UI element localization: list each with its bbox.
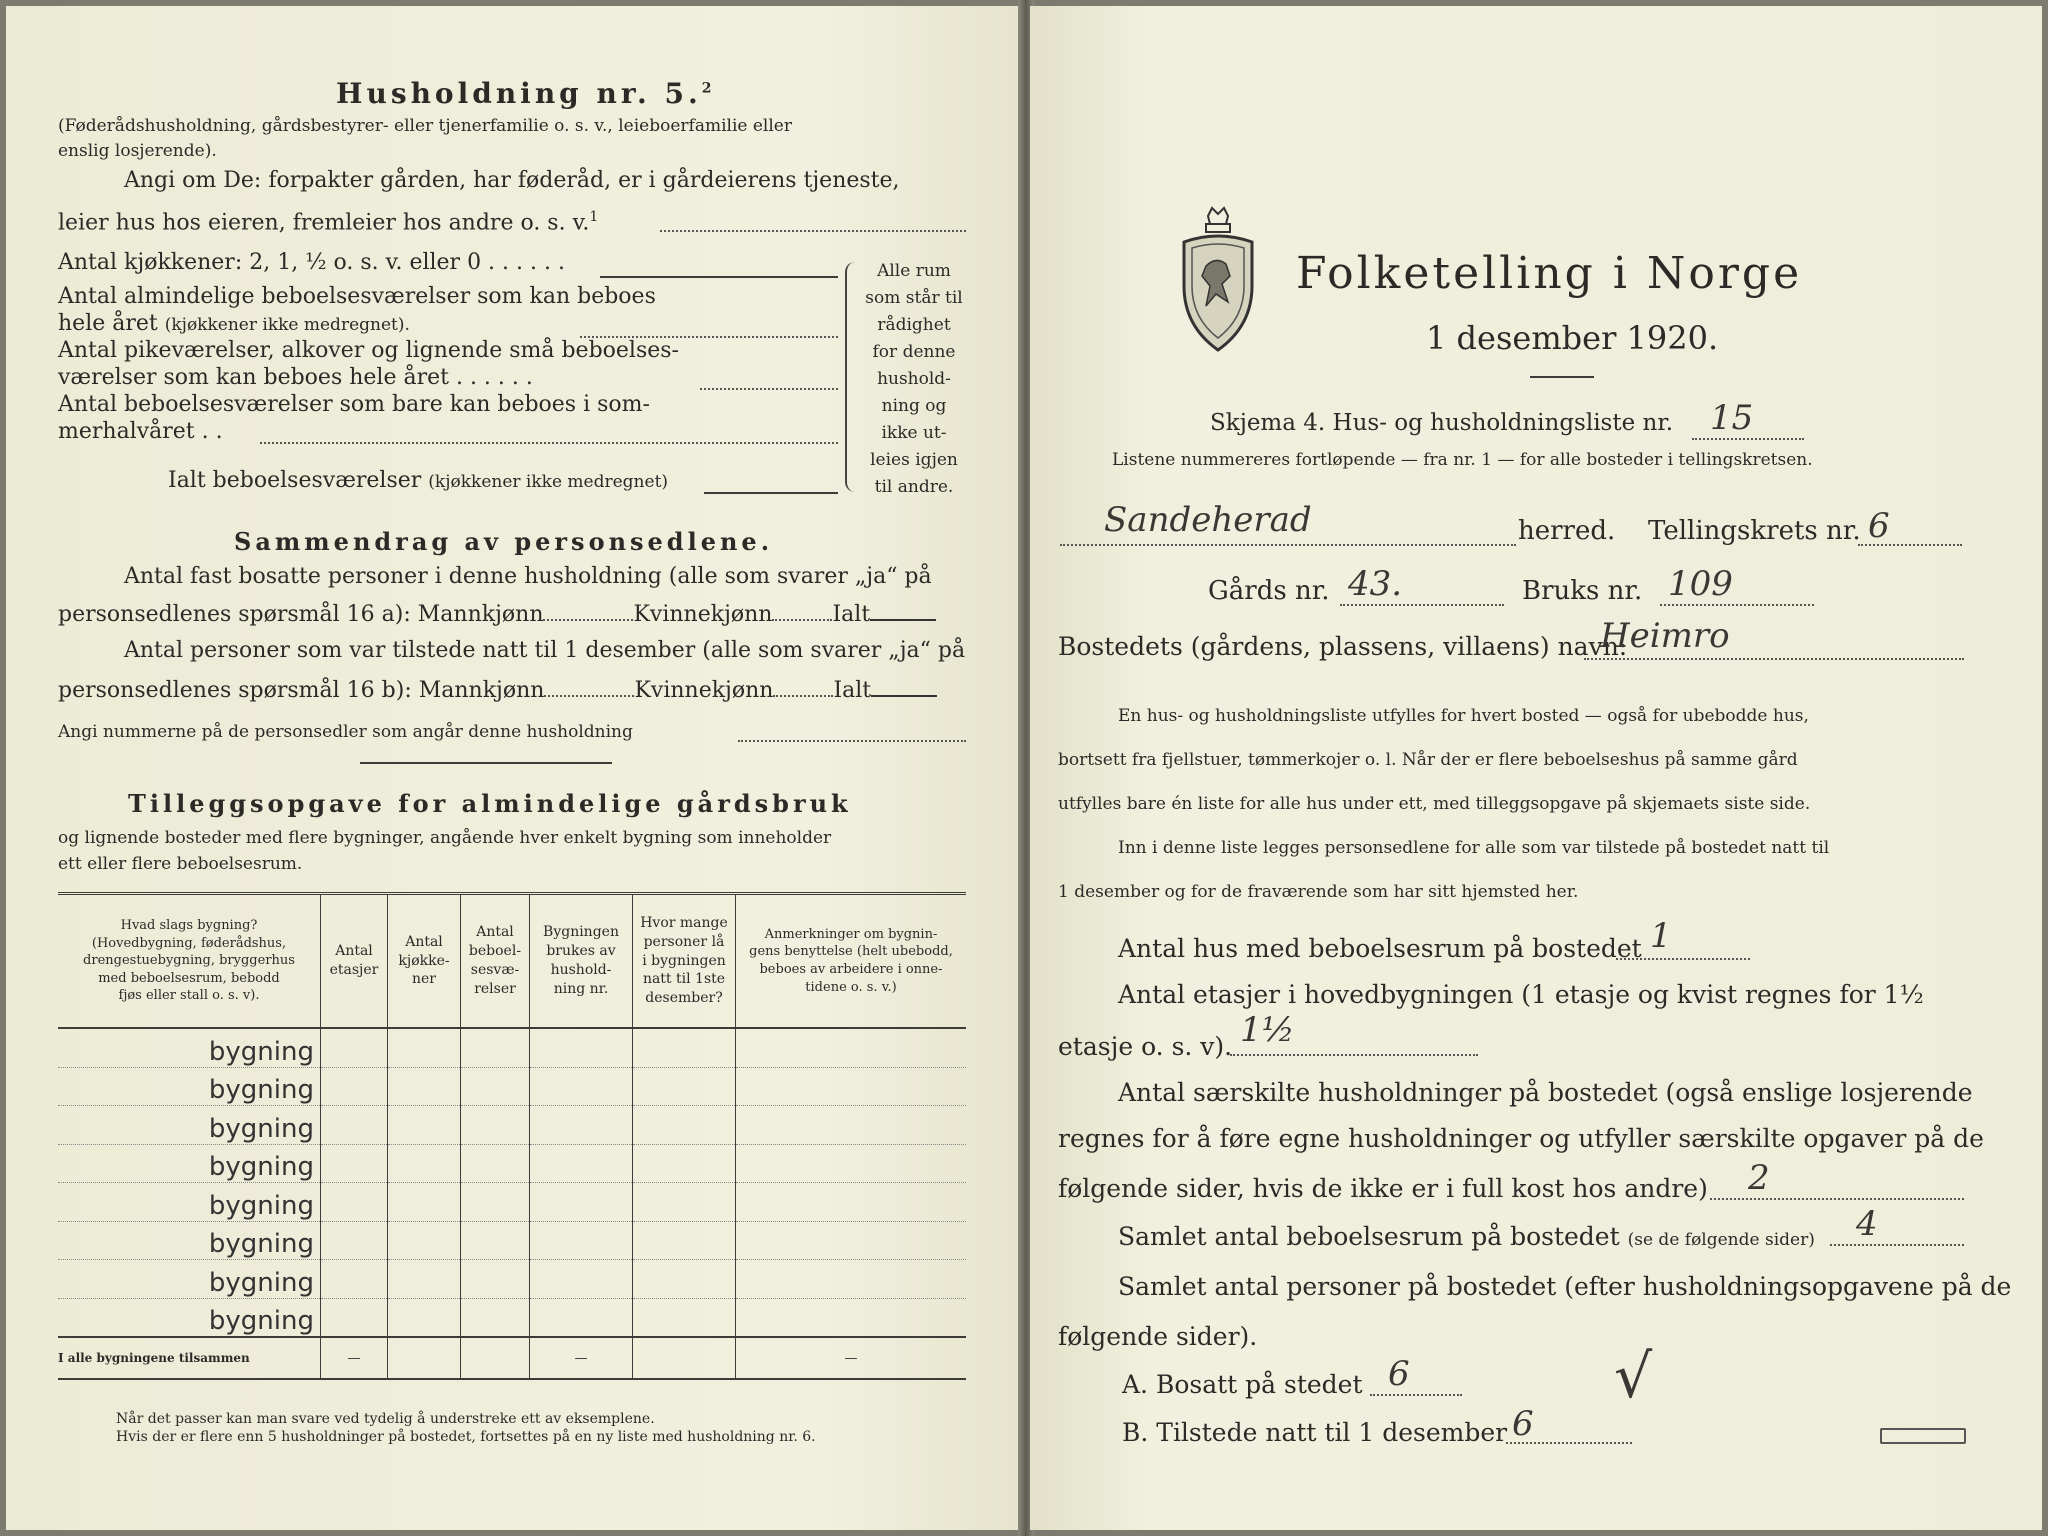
q-rum-line: [1830, 1244, 1964, 1246]
q-pers-line2: følgende sider).: [1058, 1322, 1258, 1351]
gards-number-handwritten: 43.: [1348, 564, 1403, 604]
table-cell: [736, 1028, 967, 1067]
para2-line1: Inn i denne liste legges personsedlene for alle som var tilstede på bostedet natt til: [1118, 838, 1830, 858]
tilstede-value-handwritten: 6: [1512, 1404, 1534, 1444]
table-cell: [633, 1183, 736, 1222]
herred-handwritten: Sandeherad: [1104, 500, 1312, 540]
table-cell: [461, 1260, 530, 1299]
para1-line3: utfylles bare én liste for alle hus under ett, med tilleggsopgave på skjemaets siste side.: [1058, 794, 1811, 814]
bruks-number-handwritten: 109: [1668, 564, 1733, 604]
table-cell: [461, 1144, 530, 1183]
tilstede-label: B. Tilstede natt til 1 desember: [1122, 1418, 1508, 1447]
krets-label: Tellingskrets nr.: [1648, 516, 1861, 546]
schema-number-handwritten: 15: [1710, 398, 1754, 438]
gards-line: [1340, 604, 1504, 606]
table-cell: [321, 1298, 388, 1337]
table-cell: [461, 1028, 530, 1067]
table-cell: [736, 1106, 967, 1145]
col-header-persons: Hvor mange personer lå i bygningen natt til 1ste desember?: [633, 894, 736, 1029]
household-note-line2: enslig losjerende).: [58, 141, 217, 161]
rooms1-line-b: hele året (kjøkkener ikke medregnet).: [58, 311, 410, 336]
table-cell: [461, 1221, 530, 1260]
table-cell: [736, 1260, 967, 1299]
bosatt-label: A. Bosatt på stedet: [1122, 1370, 1363, 1399]
table-cell: [530, 1144, 633, 1183]
title-divider: [1530, 376, 1594, 378]
total-remarks: —: [736, 1337, 967, 1379]
kitchens-answer-line: [600, 276, 838, 278]
total-rooms-line: Ialt beboelsesværelser (kjøkkener ikke medregnet): [168, 468, 669, 493]
angi-numbers: Angi nummerne på de personsedler som angår denne husholdning: [58, 722, 633, 742]
table-cell: [633, 1260, 736, 1299]
table-cell: [388, 1298, 461, 1337]
q-hush-line: [1710, 1198, 1964, 1200]
table-cell: [388, 1183, 461, 1222]
household-title: Husholdning nr. 5.$^2$: [336, 77, 716, 110]
table-cell: [530, 1183, 633, 1222]
bosatt-line: [1370, 1394, 1462, 1396]
bruks-line: [1660, 604, 1814, 606]
col-header-floors: Antal etasjer: [321, 894, 388, 1029]
summary-a-line1: Antal fast bosatte personer i denne husholdning (alle som svarer „ja“ på: [124, 564, 932, 589]
para1-line2: bortsett fra fjellstuer, tømmerkojer o. l. Når der er flere beboelseshus på samme gård: [1058, 750, 1798, 770]
bosted-label: Bostedets (gårdens, plassens, villaens) navn:: [1058, 632, 1628, 661]
table-row: [58, 1028, 966, 1067]
table-cell: [461, 1106, 530, 1145]
rooms2-line-a: Antal pikeværelser, alkover og lignende små beboelses-: [58, 338, 679, 363]
tillegg-title: Tilleggsopgave for almindelige gårdsbruk: [128, 789, 852, 818]
table-row: [58, 1067, 966, 1106]
table-cell: [388, 1106, 461, 1145]
total-row: [58, 1337, 966, 1379]
household-note-line1: (Føderådshusholdning, gårdsbestyrer- eller tjenerfamilie o. s. v., leieboerfamilie eller: [58, 116, 792, 136]
total-kitchens: [388, 1337, 461, 1379]
q-pers-line1: Samlet antal personer på bostedet (efter husholdningsopgavene på de: [1118, 1272, 2012, 1301]
schema-number-line: [1692, 438, 1804, 440]
table-cell: [388, 1028, 461, 1067]
buildings-table: [58, 892, 966, 1380]
q-hush-line3: følgende sider, hvis de ikke er i full kost hos andre): [1058, 1174, 1708, 1203]
summary-a-line2: personsedlenes spørsmål 16 a): Mannkjønn Kvinnekjønn Ialt: [58, 604, 936, 626]
table-row: [58, 1298, 966, 1337]
q-etasjer-line1: Antal etasjer i hovedbygningen (1 etasje og kvist regnes for 1½: [1118, 980, 1924, 1009]
building-label: bygning: [58, 1067, 321, 1106]
table-cell: [388, 1067, 461, 1106]
angi-line2: leier hus hos eieren, fremleier hos andre o. s. v.$^1$: [58, 209, 599, 236]
table-cell: [633, 1298, 736, 1337]
angi-line1: Angi om De: forpakter gården, har føderåd, er i gårdeierens tjeneste,: [124, 168, 900, 193]
q-rum: Samlet antal beboelsesrum på bostedet (se de følgende sider): [1118, 1222, 1815, 1251]
gards-label: Gårds nr.: [1208, 576, 1330, 606]
building-label: bygning: [58, 1298, 321, 1337]
table-cell: [321, 1144, 388, 1183]
angi-answer-line: [660, 230, 966, 232]
q-hush-line2: regnes for å føre egne husholdninger og utfyller særskilte opgaver på de: [1058, 1124, 1984, 1153]
herred-label: herred.: [1518, 516, 1616, 546]
table-cell: [530, 1298, 633, 1337]
bosted-line: [1584, 658, 1964, 660]
table-cell: [321, 1028, 388, 1067]
check-mark-handwritten: √: [1614, 1342, 1653, 1412]
col-header-kitchens: Antal kjøkke- ner: [388, 894, 461, 1029]
para1-line1: En hus- og husholdningsliste utfylles for hvert bosted — også for ubebodde hus,: [1118, 706, 1809, 726]
total-floors: —: [321, 1337, 388, 1379]
table-cell: [736, 1298, 967, 1337]
table-row: [58, 1106, 966, 1145]
lists-note: Listene nummereres fortløpende — fra nr. 1 — for alle bosteder i tellingskretsen.: [1112, 450, 1813, 470]
krets-number-handwritten: 6: [1868, 506, 1890, 546]
table-cell: [633, 1067, 736, 1106]
bosatt-value-handwritten: 6: [1388, 1354, 1410, 1394]
tilstede-line: [1506, 1442, 1632, 1444]
rooms3-answer-line: [260, 442, 838, 444]
schema-line: Skjema 4. Hus- og husholdningsliste nr.: [1210, 410, 1674, 436]
rooms2-line-b: værelser som kan beboes hele året . . . . . .: [58, 365, 533, 390]
table-row: [58, 1183, 966, 1222]
printer-stamp: [1880, 1428, 1966, 1444]
building-label: bygning: [58, 1106, 321, 1145]
table-cell: [736, 1144, 967, 1183]
form-date: 1 desember 1920.: [1426, 319, 1719, 357]
footnote-1: Når det passer kan man svare ved tydelig å understreke ett av eksemplene.: [116, 1411, 655, 1427]
table-cell: [633, 1144, 736, 1183]
rooms3-line-b: merhalvåret . .: [58, 419, 223, 444]
building-label: bygning: [58, 1183, 321, 1222]
table-cell: [321, 1260, 388, 1299]
q-etasjer-value-handwritten: 1½: [1240, 1010, 1295, 1050]
summary-divider: [360, 762, 612, 764]
summary-b-line1: Antal personer som var tilstede natt til 1 desember (alle som svarer „ja“ på: [124, 638, 966, 663]
table-cell: [388, 1144, 461, 1183]
col-header-rooms: Antal beboel- sesvæ- relser: [461, 894, 530, 1029]
table-cell: [530, 1067, 633, 1106]
table-cell: [633, 1106, 736, 1145]
kitchens-question: Antal kjøkkener: 2, 1, ½ o. s. v. eller 0 . . . . . .: [58, 250, 565, 275]
rooms1-line-a: Antal almindelige beboelsesværelser som kan beboes: [58, 284, 656, 309]
table-cell: [321, 1221, 388, 1260]
rooms2-answer-line: [700, 388, 838, 390]
total-row-label: I alle bygningene tilsammen: [58, 1337, 321, 1379]
norwegian-coat-of-arms-icon: [1176, 206, 1260, 356]
table-cell: [461, 1067, 530, 1106]
q-hus-line: [1616, 958, 1750, 960]
footnote-2: Hvis der er flere enn 5 husholdninger på bostedet, fortsettes på en ny liste med husholdning nr. 6.: [116, 1429, 816, 1445]
table-row: [58, 1221, 966, 1260]
brace-note: Alle rum som står til rådighet for denne hushold- ning og ikke ut- leies igjen til andre.: [865, 261, 963, 497]
table-cell: [530, 1028, 633, 1067]
total-rooms-answer-line: [704, 492, 838, 494]
summary-b-line2: personsedlenes spørsmål 16 b): Mannkjønn Kvinnekjønn Ialt: [58, 680, 937, 702]
total-rooms: [461, 1337, 530, 1379]
q-etasjer-line: [1230, 1054, 1478, 1056]
angi-numbers-answer-line: [738, 740, 966, 742]
total-persons: [633, 1337, 736, 1379]
table-row: [58, 1144, 966, 1183]
table-cell: [736, 1067, 967, 1106]
q-hus-value-handwritten: 1: [1650, 916, 1672, 956]
bosted-name-handwritten: Heimro: [1600, 616, 1730, 656]
q-hush-line1: Antal særskilte husholdninger på bostedet (også enslige losjerende: [1118, 1078, 1973, 1107]
building-label: bygning: [58, 1260, 321, 1299]
q-hus: Antal hus med beboelsesrum på bostedet: [1118, 934, 1642, 963]
col-header-household: Bygningen brukes av hushold- ning nr.: [530, 894, 633, 1029]
table-cell: [736, 1183, 967, 1222]
total-household: —: [530, 1337, 633, 1379]
col-header-building-type: Hvad slags bygning? (Hovedbygning, føderådshus, drengestuebygning, bryggerhus med beboelsesrum, bebodd fjøs eller stall o. s. v).: [58, 894, 321, 1029]
form-title: Folketelling i Norge: [1296, 248, 1803, 299]
table-cell: [530, 1106, 633, 1145]
summary-title: Sammendrag av personsedlene.: [234, 527, 774, 556]
table-cell: [321, 1183, 388, 1222]
col-header-remarks: Anmerkninger om bygnin- gens benyttelse (helt ubebodd, beboes av arbeidere i onne- tidene o. s. v.): [736, 894, 967, 1029]
table-cell: [736, 1221, 967, 1260]
building-label: bygning: [58, 1144, 321, 1183]
table-cell: [388, 1221, 461, 1260]
table-cell: [633, 1028, 736, 1067]
q-hush-value-handwritten: 2: [1748, 1158, 1770, 1198]
rooms3-line-a: Antal beboelsesværelser som bare kan beboes i som-: [58, 392, 650, 417]
herred-line: [1060, 544, 1516, 546]
bruks-label: Bruks nr.: [1522, 576, 1643, 606]
krets-line: [1858, 544, 1962, 546]
table-cell: [461, 1298, 530, 1337]
table-cell: [530, 1260, 633, 1299]
building-label: bygning: [58, 1221, 321, 1260]
table-cell: [321, 1106, 388, 1145]
table-cell: [633, 1221, 736, 1260]
q-rum-value-handwritten: 4: [1856, 1204, 1878, 1244]
table-cell: [321, 1067, 388, 1106]
tillegg-line2: ett eller flere beboelsesrum.: [58, 854, 303, 874]
table-row: [58, 1260, 966, 1299]
table-cell: [530, 1221, 633, 1260]
q-etasjer-line2: etasje o. s. v).: [1058, 1032, 1233, 1061]
para2-line2: 1 desember og for de fraværende som har sitt hjemsted her.: [1058, 882, 1579, 902]
tillegg-line1: og lignende bosteder med flere bygninger, angående hver enkelt bygning som inneholder: [58, 828, 832, 848]
table-cell: [461, 1183, 530, 1222]
table-cell: [388, 1260, 461, 1299]
building-label: bygning: [58, 1028, 321, 1067]
